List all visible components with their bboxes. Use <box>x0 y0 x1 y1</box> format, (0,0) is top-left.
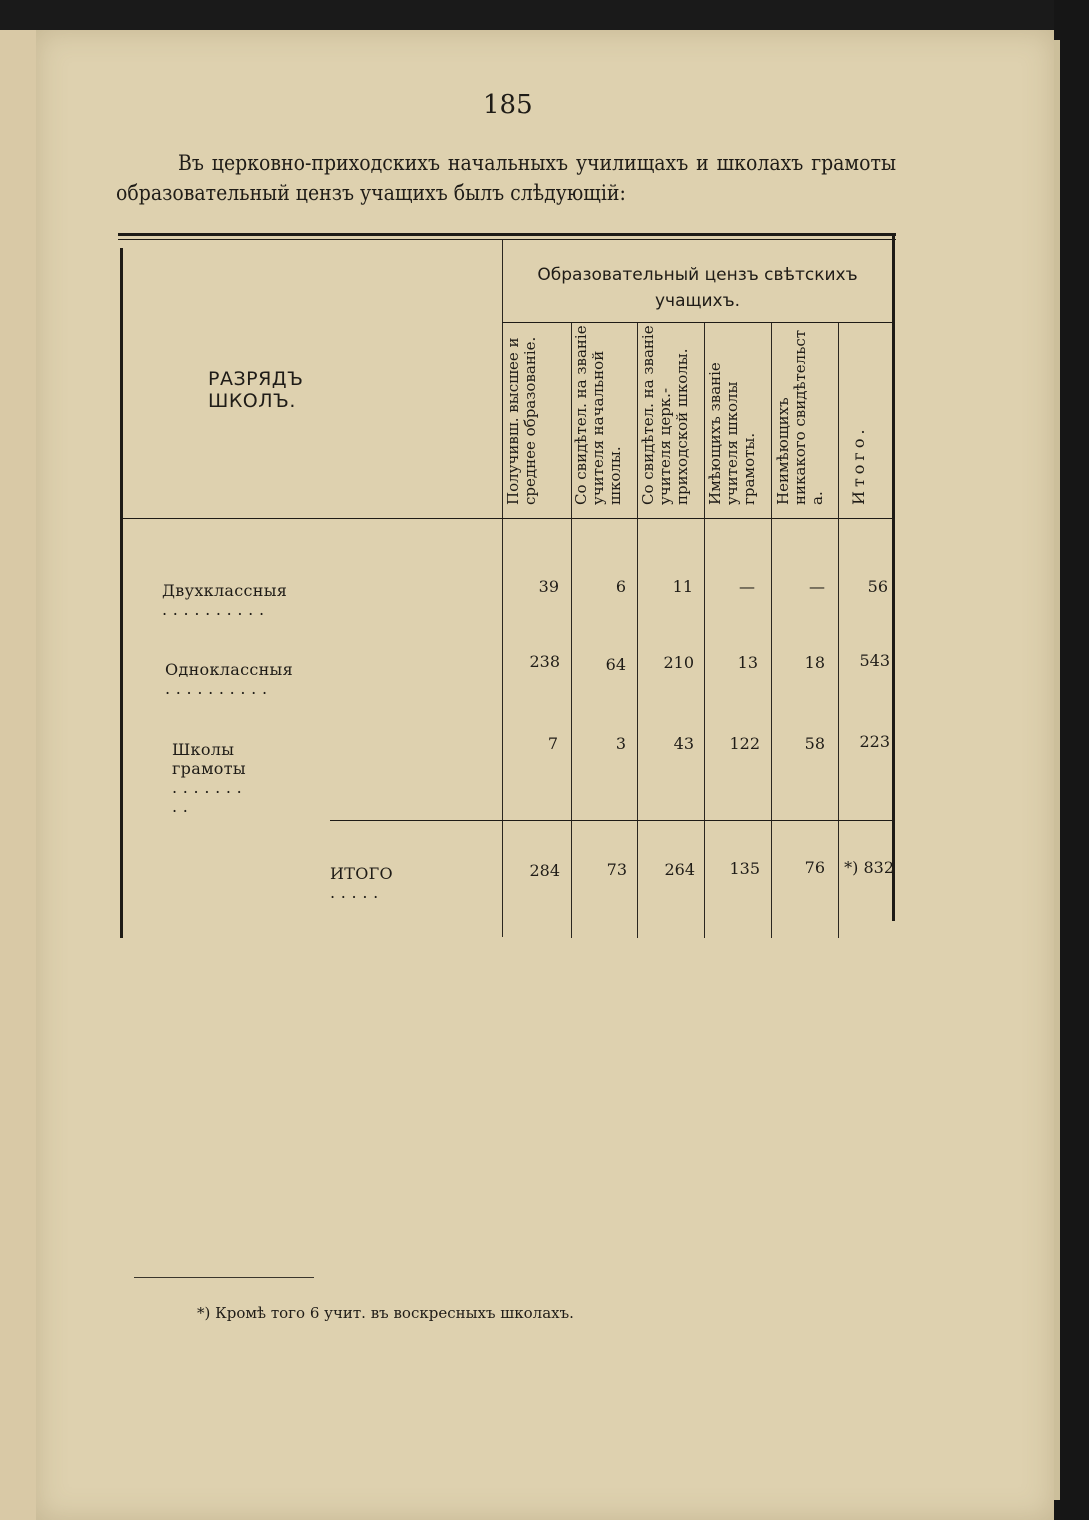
table-cell: — <box>809 577 825 596</box>
table-cell: 122 <box>729 734 760 753</box>
column-header-no-certificate: Неимѣющихъ никакого свидѣтельст а. <box>774 329 826 505</box>
school-type-header: РАЗРЯДЪ ШКОЛЪ. <box>208 368 304 412</box>
table-cell: 238 <box>529 652 560 671</box>
table-cell: 210 <box>663 653 694 672</box>
table-cell: 11 <box>672 577 693 596</box>
table-left-border <box>120 248 123 938</box>
group-header-rule <box>502 322 892 323</box>
scan-border <box>1054 0 1089 1520</box>
column-divider <box>771 323 772 938</box>
row-label: Одноклассныя . . . . . . . . . . <box>165 660 293 698</box>
page-number: 185 <box>483 90 533 120</box>
table-cell: 43 <box>673 734 694 753</box>
footnote-rule <box>134 1277 314 1278</box>
column-divider <box>838 323 839 938</box>
total-cell: 264 <box>664 860 695 879</box>
column-header-primary-teacher: Со свидѣтел. на званіе учителя начальной школы. <box>572 325 624 505</box>
group-header: Образовательный цензъ свѣтскихъ учащихъ. <box>537 265 858 311</box>
table-cell: 543 <box>859 651 890 670</box>
table-cell: 7 <box>547 734 558 753</box>
table-cell: 223 <box>859 732 890 751</box>
row-label: Двухклассныя . . . . . . . . . . <box>162 581 288 619</box>
table-cell: 64 <box>605 655 626 674</box>
header-bottom-rule <box>123 518 892 519</box>
table-right-border <box>892 236 895 921</box>
column-divider <box>637 323 638 938</box>
row-label: Школы грамоты . . . . . . . . . <box>172 740 246 816</box>
total-cell: 73 <box>606 860 627 879</box>
header-divider <box>502 240 503 937</box>
column-header-literacy-teacher: Имѣющихъ званіе учителя школы грамоты. <box>706 362 758 505</box>
column-divider <box>704 323 705 938</box>
table-cell: 18 <box>804 653 825 672</box>
footnote: *) Кромѣ того 6 учит. въ воскресныхъ школахъ. <box>197 1304 574 1322</box>
table-cell: 58 <box>804 734 825 753</box>
table-cell: 39 <box>538 577 559 596</box>
table-top-rule <box>118 233 896 236</box>
table-cell: 56 <box>867 577 888 596</box>
total-cell: 135 <box>729 859 760 878</box>
column-header-parish-teacher: Со свидѣтел. на званіе учителя церк.-приходской школы. <box>639 325 691 505</box>
total-rule <box>330 820 895 821</box>
table-cell: 3 <box>615 734 626 753</box>
table-top-rule-thin <box>118 239 896 240</box>
column-header-total: Итого. <box>849 425 868 505</box>
table-cell: — <box>739 577 755 596</box>
table-cell: 13 <box>737 653 758 672</box>
total-label: ИТОГО . . . . . <box>330 864 393 902</box>
intro-paragraph: Въ церковно-приходскихъ начальныхъ училищахъ и школахъ грамоты образовательный цензъ учащихъ былъ слѣдующій: <box>116 151 896 205</box>
table-cell: 6 <box>615 577 626 596</box>
column-header-higher-education: Получивш. высшее и среднее образованіе. <box>504 336 539 505</box>
total-cell: 284 <box>529 861 560 880</box>
total-cell: *) 832 <box>844 858 894 877</box>
total-cell: 76 <box>804 858 825 877</box>
